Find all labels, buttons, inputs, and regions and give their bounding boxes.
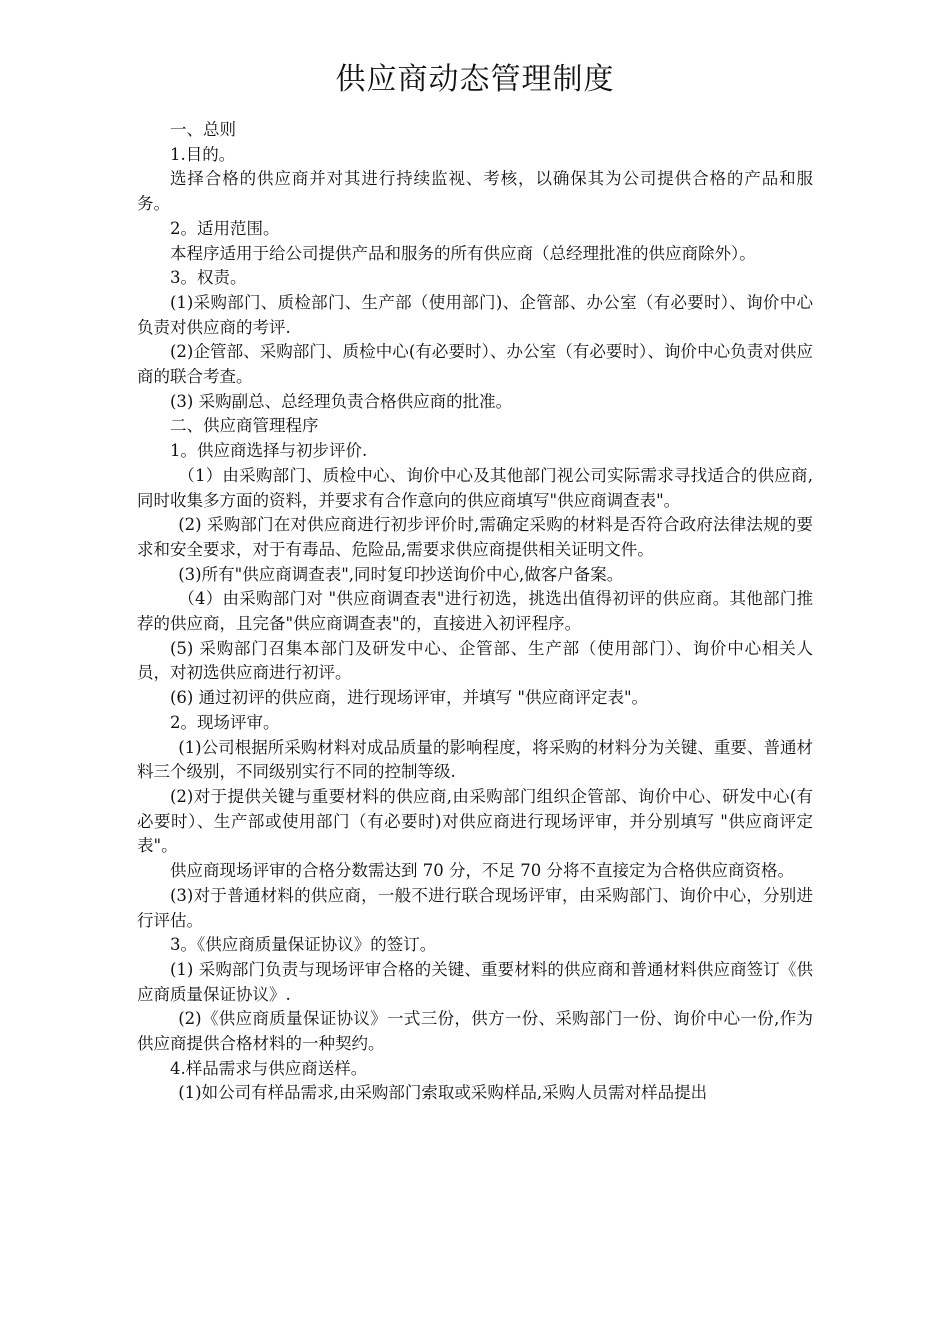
- document-body: [137, 118, 813, 1106]
- paragraph: (1)采购部门、质检部门、生产部（使用部门)、企管部、办公室（有必要时）、询价中心负责对供应商的考评.: [137, 292, 813, 337]
- paragraph: (2)《供应商质量保证协议》一式三份，供方一份、采购部门一份、询价中心一份,作为供应商提供合格材料的一种契约。: [137, 1009, 813, 1054]
- paragraph: (3)对于普通材料的供应商，一般不进行联合现场评审，由采购部门、询价中心，分别进行评估。: [137, 885, 813, 930]
- paragraph: 1。供应商选择与初步评价.: [170, 441, 368, 461]
- paragraph: (1) 采购部门负责与现场评审合格的关键、重要材料的供应商和普通材料供应商签订《供应商质量保证协议》.: [137, 959, 813, 1004]
- paragraph: 2。适用范围。: [170, 218, 280, 238]
- paragraph: (3)所有"供应商调查表",同时复印抄送询价中心,做客户备案。: [178, 564, 624, 584]
- paragraph: 选择合格的供应商并对其进行持续监视、考核，以确保其为公司提供合格的产品和服务。: [137, 169, 813, 214]
- paragraph: 2。现场评审。: [170, 712, 280, 732]
- paragraph: （4）由采购部门对 "供应商调查表"进行初选，挑选出值得初评的供应商。其他部门推荐的供应商，且完备"供应商调查表"的，直接进入初评程序。: [137, 589, 813, 634]
- paragraph: (2) 采购部门在对供应商进行初步评价时,需确定采购的材料是否符合政府法律法规的要求和安全要求，对于有毒品、危险品,需要求供应商提供相关证明文件。: [137, 515, 813, 559]
- paragraph: 3。《供应商质量保证协议》的签订。: [170, 935, 437, 955]
- paragraph: (6) 通过初评的供应商，进行现场评审，并填写 "供应商评定表"。: [170, 688, 649, 708]
- document-title: 供应商动态管理制度: [335, 62, 615, 97]
- paragraph: 3。权责。: [170, 268, 247, 288]
- paragraph: (1)如公司有样品需求,由采购部门索取或采购样品,采购人员需对样品提出: [178, 1083, 708, 1103]
- paragraph: 一、总则: [170, 120, 236, 139]
- paragraph: 本程序适用于给公司提供产品和服务的所有供应商（总经理批准的供应商除外）。: [170, 243, 756, 263]
- paragraph: (5) 采购部门召集本部门及研发中心、企管部、生产部（使用部门）、询价中心相关人员，对初选供应商进行初评。: [137, 638, 813, 683]
- paragraph: 二、供应商管理程序: [170, 416, 319, 436]
- paragraph: 1.目的。: [170, 144, 236, 164]
- paragraph: (2)企管部、采购部门、质检中心(有必要时）、办公室（有必要时）、询价中心负责对供应商的联合考查。: [137, 342, 813, 387]
- paragraph: (3) 采购副总、总经理负责合格供应商的批准。: [170, 391, 513, 411]
- paragraph: 供应商现场评审的合格分数需达到 70 分，不足 70 分将不直接定为合格供应商资格。: [170, 861, 794, 881]
- paragraph: (2)对于提供关键与重要材料的供应商,由采购部门组织企管部、询价中心、研发中心(有必要时）、生产部或使用部门（有必要时)对供应商进行现场评审，并分别填写 "供应商评定表"。: [137, 786, 813, 856]
- paragraph: 4.样品需求与供应商送样。: [170, 1058, 368, 1078]
- paragraph: （1）由采购部门、质检中心、询价中心及其他部门视公司实际需求寻找适合的供应商,同时收集多方面的资料，并要求有合作意向的供应商填写"供应商调查表"。: [137, 465, 813, 510]
- paragraph: (1)公司根据所采购材料对成品质量的影响程度，将采购的材料分为关键、重要、普通材料三个级别，不同级别实行不同的控制等级.: [137, 737, 813, 782]
